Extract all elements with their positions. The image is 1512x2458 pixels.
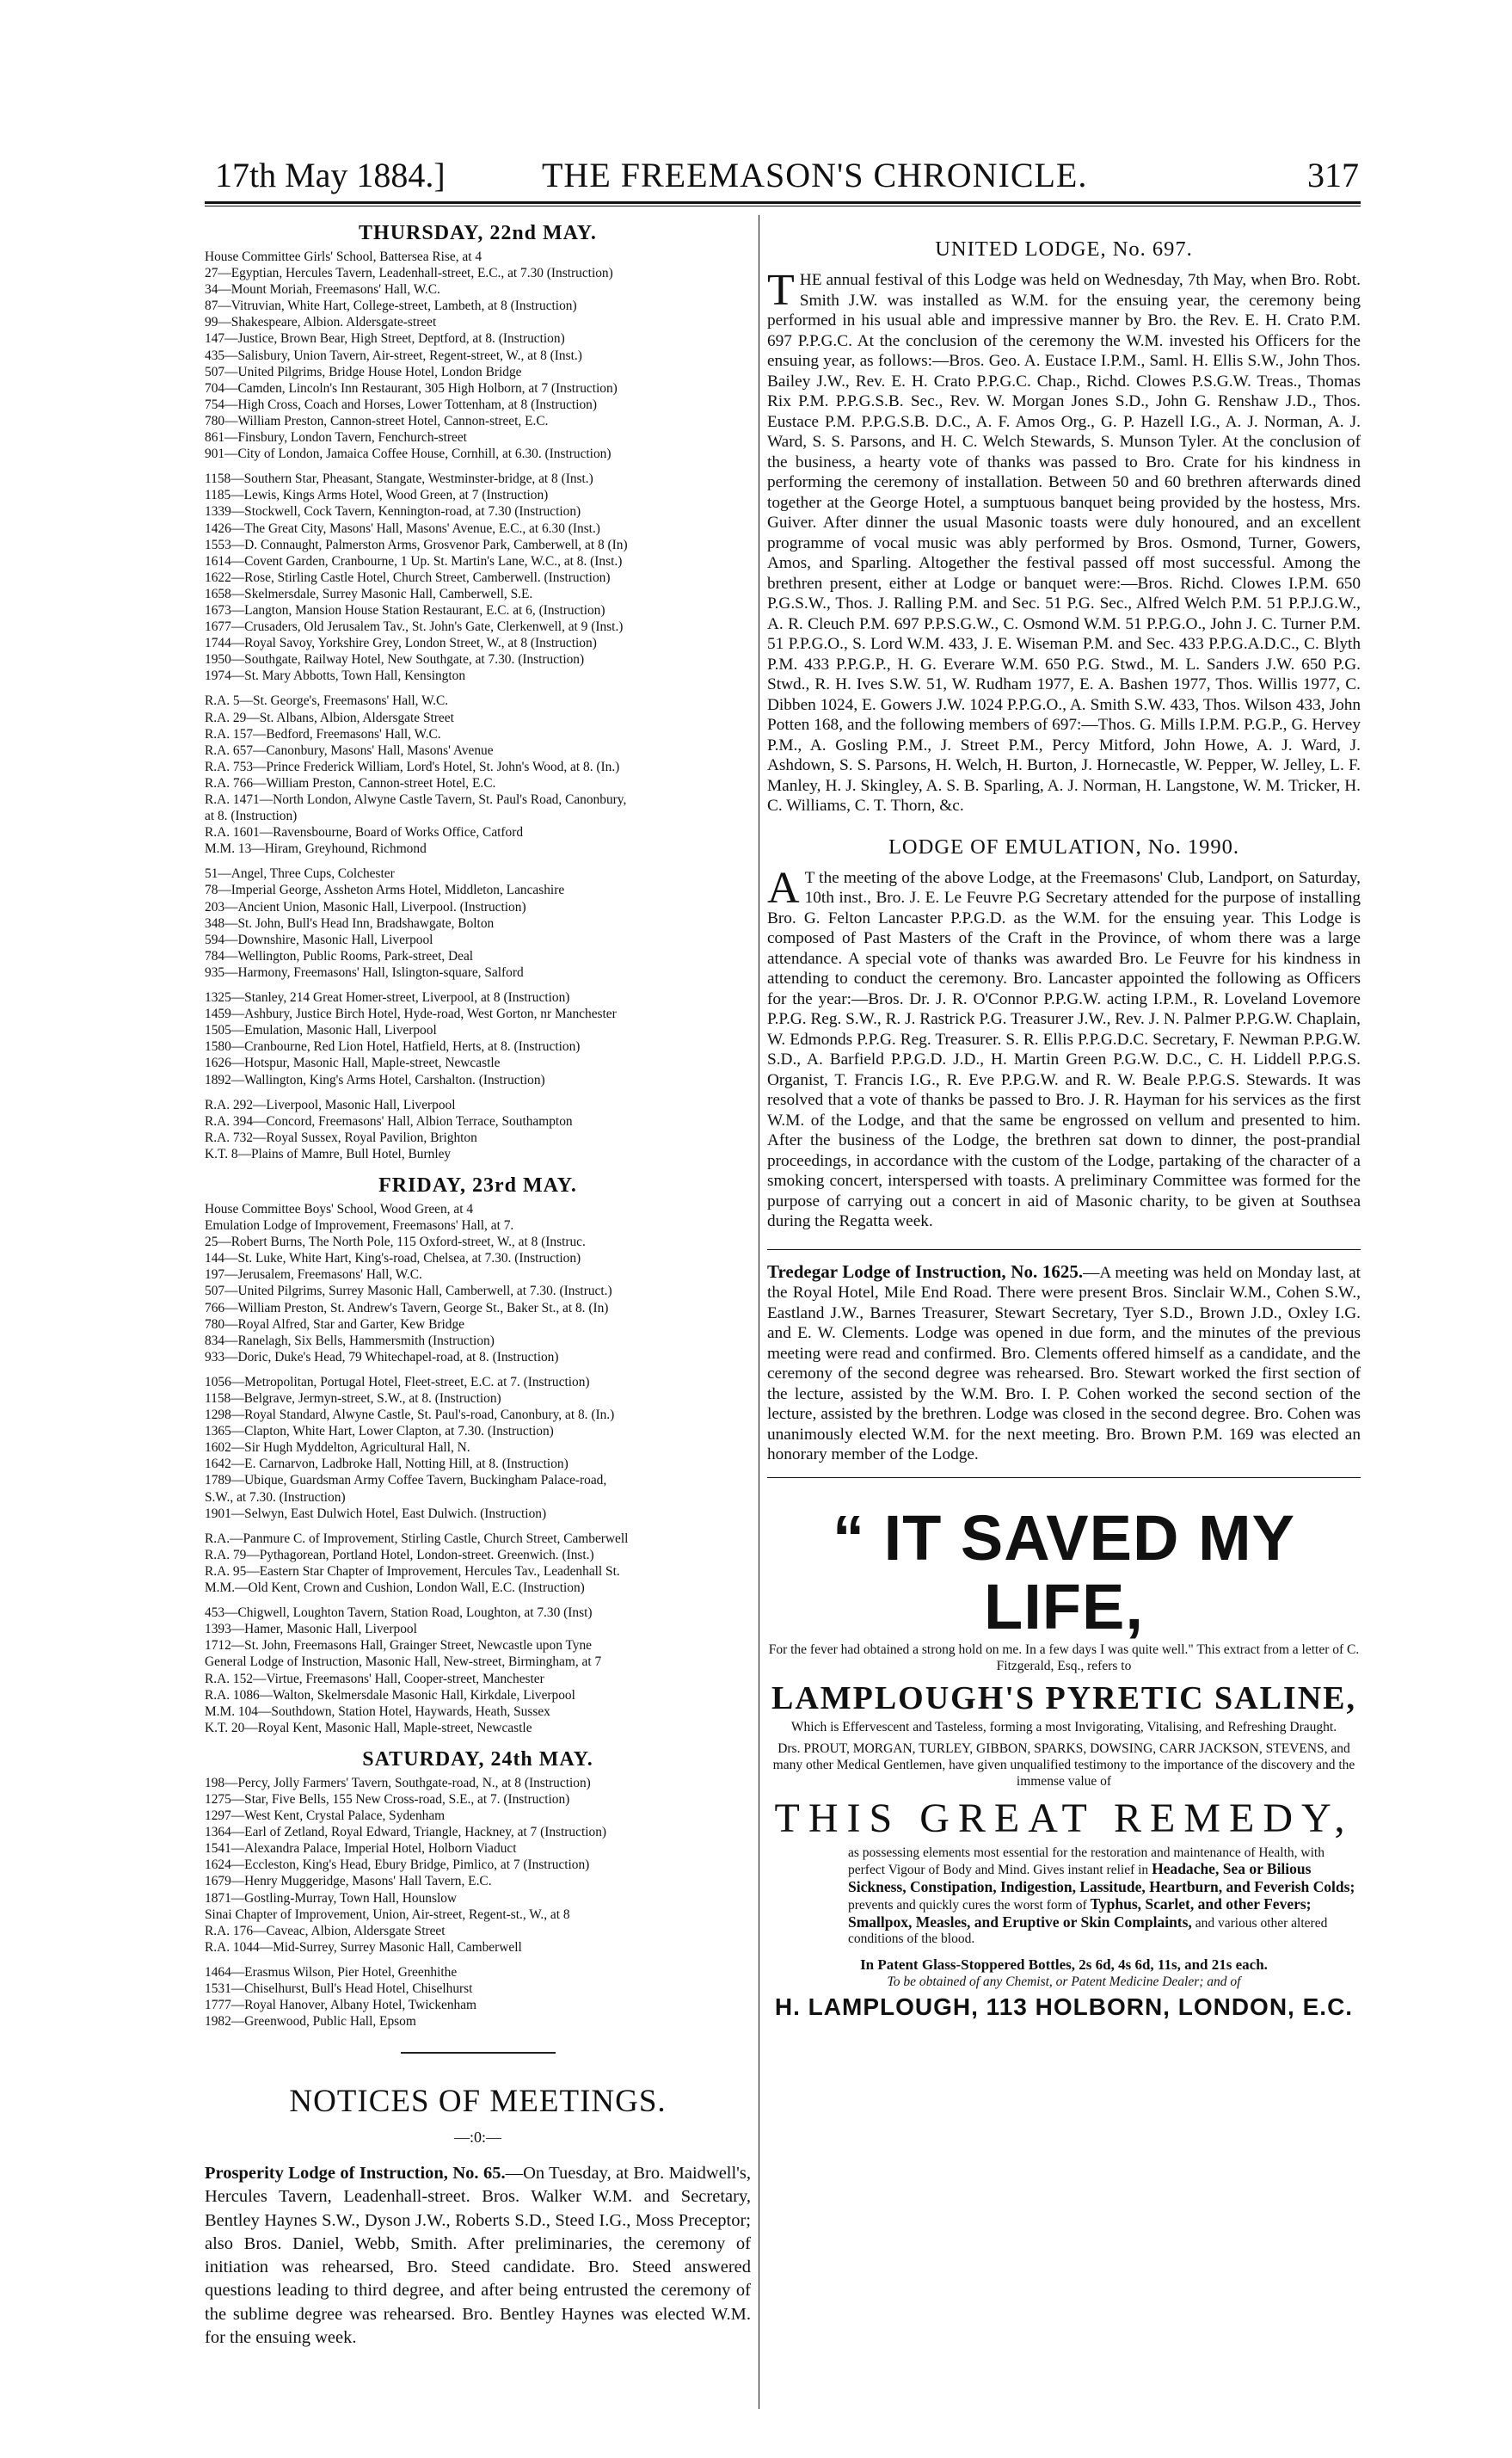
running-header <box>215 145 1359 205</box>
ad-endorsement: Drs. PROUT, MORGAN, TURLEY, GIBBON, SPARKS, DOWSING, CARR JACKSON, STEVENS, and many other Medical Gentlemen, have given unqualified testimony to the importance of the discovery and the immense value of <box>772 1740 1355 1789</box>
meeting-entry: R.A. 5—St. George's, Freemasons' Hall, W.C. <box>205 693 449 709</box>
section-divider <box>767 1249 1361 1250</box>
meeting-entry: 25—Robert Burns, The North Pole, 115 Oxford-street, W., at 8 (Instruc. <box>205 1235 586 1250</box>
meeting-entry: 754—High Cross, Coach and Horses, Lower Tottenham, at 8 (Instruction) <box>205 397 597 412</box>
meeting-entry: 435—Salisbury, Union Tavern, Air-street, Regent-street, W., at 8 (Inst.) <box>205 348 582 363</box>
meeting-entry: 51—Angel, Three Cups, Colchester <box>205 866 395 882</box>
meeting-entry: 147—Justice, Brown Bear, High Street, Deptford, at 8. (Instruction) <box>205 331 565 347</box>
meeting-entry: R.A. 1086—Walton, Skelmersdale Masonic Hall, Kirkdale, Liverpool <box>205 1687 575 1703</box>
meeting-entry: 507—United Pilgrims, Bridge House Hotel, London Bridge <box>205 364 522 379</box>
meeting-entry: 1297—West Kent, Crystal Palace, Sydenham <box>205 1808 446 1824</box>
meeting-entry: 1158—Southern Star, Pheasant, Stangate, Westminster-bridge, at 8 (Inst.) <box>205 471 593 487</box>
meeting-entry: 1892—Wallington, King's Arms Hotel, Carshalton. (Instruction) <box>205 1072 545 1087</box>
emulation-lodge-article <box>767 835 1361 1232</box>
saturday-meeting-list <box>205 1775 751 2030</box>
meeting-entry: M.M.—Old Kent, Crown and Cushion, London Wall, E.C. (Instruction) <box>205 1580 585 1596</box>
meeting-entry: 1624—Eccleston, King's Head, Ebury Bridge, Pimlico, at 7 (Instruction) <box>205 1857 590 1873</box>
meeting-entry: 933—Doric, Duke's Head, 79 Whitechapel-road, at 8. (Instruction) <box>205 1349 559 1365</box>
thursday-section <box>205 222 751 1162</box>
meeting-entry: 935—Harmony, Freemasons' Hall, Islington-square, Salford <box>205 964 524 980</box>
meeting-entry: 27—Egyptian, Hercules Tavern, Leadenhall-street, E.C., at 7.30 (Instruction) <box>205 266 613 281</box>
left-column <box>205 215 751 2350</box>
meeting-entry: R.A. 753—Prince Frederick William, Lord's Hotel, St. John's Wood, at 8. (In.) <box>205 759 620 774</box>
prosperity-lodge-body: —On Tuesday, at Bro. Maidwell's, Hercules Tavern, Leadenhall-street. Bros. Walker W.M. and Secretary, Bentley Haynes S.W., Dyson J.W., Roberts S.D., Steed I.G., Moss Preceptor; also Bros. Daniel, Webb, Smith. After preliminaries, the ceremony of initiation was rehearsed, Bro. Steed candidate. Bro. Steed answered questions leading to third degree, and after being entrusted the ceremony of the sublime degree was rehearsed. Bro. Bentley Haynes was elected W.M. for the ensuing week. <box>205 2164 751 2347</box>
meeting-entry: Sinai Chapter of Improvement, Union, Air-street, Regent-st., W., at 8 <box>205 1907 570 1922</box>
meeting-entry: 1158—Belgrave, Jermyn-street, S.W., at 8. (Instruction) <box>205 1391 501 1406</box>
list-spacer <box>205 1596 751 1605</box>
meeting-entry: 144—St. Luke, White Hart, King's-road, Chelsea, at 7.30. (Instruction) <box>205 1251 581 1266</box>
meeting-entry: 1679—Henry Muggeridge, Masons' Hall Tavern, E.C. <box>205 1874 492 1889</box>
drop-cap: A <box>767 863 800 913</box>
meeting-entry: 1777—Royal Hanover, Albany Hotel, Twickenham <box>205 1998 477 2013</box>
ad-address: H. LAMPLOUGH, 113 HOLBORN, LONDON, E.C. <box>774 1993 1354 2020</box>
meeting-entry: 1185—Lewis, Kings Arms Hotel, Wood Green, at 7 (Instruction) <box>205 488 549 503</box>
meeting-entry: R.A. 657—Canonbury, Masons' Hall, Masons' Avenue <box>205 742 494 758</box>
meeting-entry: R.A. 1601—Ravensbourne, Board of Works Office, Catford <box>205 825 524 841</box>
meeting-entry: R.A. 29—St. Albans, Albion, Aldersgate Street <box>205 710 454 725</box>
list-spacer <box>205 1522 751 1531</box>
header-title: THE FREEMASON'S CHRONICLE. <box>542 156 1088 194</box>
meeting-entry: R.A. 157—Bedford, Freemasons' Hall, W.C. <box>205 726 441 742</box>
meeting-entry: R.A.—Panmure C. of Improvement, Stirling Castle, Church Street, Camberwell <box>205 1531 629 1546</box>
meeting-entry: R.A. 152—Virtue, Freemasons' Hall, Cooper-street, Manchester <box>205 1671 544 1686</box>
meeting-entry: 1901—Selwyn, East Dulwich Hotel, East Dulwich. (Instruction) <box>205 1506 547 1521</box>
friday-meeting-list <box>205 1201 751 1736</box>
meeting-entry: 203—Ancient Union, Masonic Hall, Liverpool. (Instruction) <box>205 899 526 915</box>
prosperity-lodge-notice <box>205 2162 751 2350</box>
ad-benefits-fevers: Typhus, Scarlet, and other Fevers; Smallpox, Measles, and Eruptive or Skin Complaints, <box>848 1895 1312 1931</box>
meeting-entry: 704—Camden, Lincoln's Inn Restaurant, 305 High Holborn, at 7 (Instruction) <box>205 380 618 396</box>
emulation-lodge-text: T the meeting of the above Lodge, at the Freemasons' Club, Landport, on Saturday, 10th inst., Bro. J. E. Le Feuvre P.G Secretary attended for the purpose of installing Bro. G. Felton Lancaster P.P.G.D. as the W.M. for the ensuing year. This Lodge is composed of Past Masters of the Craft in the Province, of whom there was a large attendance. A special vote of thanks was awarded Bro. Le Feuvre for his kindness in attending to conduct the ceremony. Bro. Lancaster appointed the following as Officers for the year:—Bros. Dr. J. R. O'Connor P.P.G.W. acting I.P.M., R. Loveland Lovemore P.P.G. Reg. S.W., R. J. Rastrick P.G. Treasurer J.W., Rev. J. N. Palmer P.P.G.W. Chaplain, W. Edmonds P.P.G. Reg. Treasurer. S. R. Ellis P.P.G.D.C. Secretary, F. Newman P.P.G.W. S.D., A. Barfield P.P.G.D. J.D., H. Martin Green P.G.W. D.C., C. H. Liddell P.P.G.S. Organist, T. Francis I.G., R. Eve P.P.G.W. and R. W. Beale P.P.G.S. Stewards. It was resolved that a vote of thanks be passed to Bro. J. R. Hayman for his services as the first W.M. of the Lodge, and that the same be engrossed on vellum and presented to him. After the business of the Lodge, the brethren sat down to dinner, the post-prandial proceedings, in accordance with the custom of the Lodge, partaking of the character of a smoking concert, interspersed with toasts. A preliminary Committee was formed for the purpose of carrying out a concert in aid of Masonic charity, to be given at Southsea during the Regatta week. <box>767 868 1361 1230</box>
meeting-entry: 1464—Erasmus Wilson, Pier Hotel, Greenhithe <box>205 1964 458 1980</box>
ad-price: In Patent Glass-Stoppered Bottles, 2s 6d, 4s 6d, 11s, and 21s each. <box>860 1956 1268 1973</box>
list-spacer <box>205 1956 751 1964</box>
united-lodge-text: HE annual festival of this Lodge was held on Wednesday, 7th May, when Bro. Robt. Smith J.W. was installed as W.M. for the ensuing year, the ceremony being performed in his usual able and impressive manner by Bro. the Rev. E. H. Crato P.M. 697 P.P.G.C. At the conclusion of the ceremony the W.M. invested his Officers for the ensuing year, as follows:—Bros. Geo. A. Eustace I.P.M., Saml. H. Ellis S.W., John Thos. Bailey J.W., Rev. E. H. Crato P.P.G.C. Chap., Richd. Clowes P.S.G.W. Treas., Thomas Rix P.M. P.P.G.S.B. Sec., Rev. W. Morgan Jones S.D., John G. Renshaw J.D., Thos. Eustace P.M. P.P.G.S.B. D.C., A. F. Amos Org., G. P. Hazell I.G., A. J. Norman, A. J. Ward, S. S. Parsons, and H. C. Welch Stewards, S. Munson Tyler. At the conclusion of the business, a hearty vote of thanks was passed to Bro. Crate for his kindness in performing the ceremony of installation. Between 50 and 60 brethren afterwards dined together at the George Hotel, a sumptuous banquet being provided by the hostess, Mrs. Guiver. After dinner the usual Masonic toasts were duly honoured, and an excellent programme of vocal music was ably performed by Bros. Osmond, Turner, Gowers, Amos, and Sparling. Altogether the festival passed off most successful. Among the brethren present, either at Lodge or banquet were:—Bros. Richd. Clowes I.P.M. 650 P.G.S.W., Thos. J. Ralling P.M. and Sec. 51 P.G. Sec., Alfred Welch P.M. 51 P.P.J.G.W., A. R. Cleuch P.M. 697 P.P.S.G.W., C. Osmond W.M. 51 P.P.G.O., John J. C. Turner P.M. 51 P.P.G.O., S. Lord W.M. 433, J. E. Wiseman P.M. and Sec. 433 P.P.G.A.D.C., C. Blyth P.M. 433 P.P.G.P., H. G. Everare W.M. 650 P.G. Stwd., M. L. Sanders J.W. 650 P.G. Stwd., R. H. Ives S.W. 51, W. Rudham 1977, E. A. Bashen 1977, Thos. Willis 1977, C. Dibben 1024, E. Gowers J.W. 1024 P.P.G.O., A. Smith S.W. 433, Thos. Wilson 433, John Potten 168, and the following members of 697:—Thos. G. Mills I.P.M. P.G.P., G. Hervey P.M., A. Gosling P.M., J. Street P.M., Percy Mitford, John Howe, A. J. Ward, J. Ashdown, S. S. Parsons, H. Welch, H. Burton, J. Hornecastle, W. Pepper, W. Jelley, L. F. Manley, H. J. Skingley, A. S. B. Sparling, A. J. Norman, H. Langstone, W. M. Tricker, H. C. Williams, C. T. Thorn, &c. <box>767 271 1361 815</box>
meeting-entry: General Lodge of Instruction, Masonic Hall, New-street, Birmingham, at 7 <box>205 1654 602 1670</box>
meeting-entry: 1275—Star, Five Bells, 155 New Cross-road, S.E., at 7. (Instruction) <box>205 1791 570 1807</box>
meeting-entry: 594—Downshire, Masonic Hall, Liverpool <box>205 932 433 947</box>
meeting-entry: 99—Shakespeare, Albion. Aldersgate-street <box>205 315 437 330</box>
tredegar-lodge-body: —A meeting was held on Monday last, at the Royal Hotel, Mile End Road. There were present Bros. Sinclair W.M., Cohen S.W., Eastland J.W., Barnes Treasurer, Stewart Secretary, Tyer S.D., Brown J.D., Oxley I.G. and E. W. Clements. Lodge was opened in due form, and the minutes of the previous meeting were read and confirmed. Bro. Clements offered himself as a candidate, and the ceremony of the second degree was rehearsed. Bro. Stewart worked the first section of the lecture, assisted by the W.M. Bro. I. P. Cohen worked the second section of the lecture, assisted by the brethren. Lodge was closed in the second degree. Bro. Cohen was unanimously elected W.M. for the next meeting. Bro. Brown P.M. 169 was elected an honorary member of the Lodge. <box>767 1263 1361 1463</box>
meeting-entry: 1393—Hamer, Masonic Hall, Liverpool <box>205 1622 417 1637</box>
emulation-lodge-body <box>767 863 1361 1232</box>
ad-brand-name: LAMPLOUGH'S PYRETIC SALINE, <box>771 1679 1357 1716</box>
meeting-entry: 1531—Chiselhurst, Bull's Head Hotel, Chiselhurst <box>205 1981 473 1996</box>
list-spacer <box>205 857 751 866</box>
meeting-entry: R.A. 394—Concord, Freemasons' Hall, Albion Terrace, Southampton <box>205 1113 573 1129</box>
meeting-entry: 780—Royal Alfred, Star and Garter, Kew Bridge <box>205 1316 464 1332</box>
friday-heading: FRIDAY, 23rd MAY. <box>378 1174 577 1197</box>
list-spacer <box>205 684 751 693</box>
drop-cap: T <box>767 266 795 315</box>
list-spacer <box>205 1088 751 1097</box>
meeting-entry: 1298—Royal Standard, Alwyne Castle, St. Paul's-road, Canonbury, at 8. (In.) <box>205 1408 615 1423</box>
saturday-heading: SATURDAY, 24th MAY. <box>362 1747 593 1771</box>
ad-headline: “ IT SAVED MY LIFE, <box>833 1501 1295 1642</box>
section-divider <box>767 1477 1361 1478</box>
meeting-entry: 507—United Pilgrims, Surrey Masonic Hall, Camberwell, at 7.30. (Instruct.) <box>205 1284 612 1299</box>
meeting-entry: 766—William Preston, St. Andrew's Tavern, George St., Baker St., at 8. (In) <box>205 1300 609 1315</box>
notices-heading: NOTICES OF MEETINGS. <box>289 2084 667 2120</box>
ad-testimonial: For the fever had obtained a strong hold on me. In a few days I was quite well." This extract from a letter of C. Fitzgerald, Esq., refers to <box>768 1642 1360 1673</box>
meeting-entry: K.T. 8—Plains of Mamre, Bull Hotel, Burnley <box>205 1146 452 1161</box>
meeting-entry: 901—City of London, Jamaica Coffee House, Cornhill, at 6.30. (Instruction) <box>205 447 612 462</box>
ad-benefits-ailments: Headache, Sea or Bilious Sickness, Constipation, Indigestion, Lassitude, Heartburn, and Feverish Colds; <box>848 1860 1355 1895</box>
meeting-entry: 1744—Royal Savoy, Yorkshire Grey, London Street, W., at 8 (Instruction) <box>205 636 597 651</box>
meeting-entry: 348—St. John, Bull's Head Inn, Bradshawgate, Bolton <box>205 915 495 931</box>
meeting-entry: 1325—Stanley, 214 Great Homer-street, Liverpool, at 8 (Instruction) <box>205 990 570 1006</box>
ad-benefits-text: as possessing elements most essential for the restoration and maintenance of Health, with perfect Vigour of Body and Mind. Gives instant relief in <box>848 1845 1325 1877</box>
meeting-entry: 1626—Hotspur, Masonic Hall, Maple-street, Newcastle <box>205 1056 501 1071</box>
meeting-entry: 1602—Sir Hugh Myddelton, Agricultural Hall, N. <box>205 1440 470 1456</box>
meeting-entry: 453—Chigwell, Loughton Tavern, Station Road, Loughton, at 7.30 (Inst) <box>205 1605 593 1621</box>
meeting-entry: 1056—Metropolitan, Portugal Hotel, Fleet-street, E.C. at 7. (Instruction) <box>205 1374 590 1389</box>
header-date: 17th May 1884.] <box>215 156 446 194</box>
united-lodge-article <box>767 237 1361 816</box>
meeting-entry: 834—Ranelagh, Six Bells, Hammersmith (Instruction) <box>205 1333 495 1348</box>
meeting-entry: 198—Percy, Jolly Farmers' Tavern, Southgate-road, N., at 8 (Instruction) <box>205 1775 591 1790</box>
meeting-entry: R.A. 766—William Preston, Cannon-street Hotel, E.C. <box>205 775 496 791</box>
meeting-entry: R.A. 79—Pythagorean, Portland Hotel, London-street. Greenwich. (Inst.) <box>205 1547 594 1562</box>
meeting-entry: 1580—Cranbourne, Red Lion Hotel, Hatfield, Herts, at 8. (Instruction) <box>205 1039 581 1055</box>
meeting-entry: 1677—Crusaders, Old Jerusalem Tav., St. John's Gate, Clerkenwell, at 9 (Inst.) <box>205 619 624 635</box>
emulation-lodge-heading: LODGE OF EMULATION, No. 1990. <box>888 835 1240 859</box>
section-divider <box>401 2052 556 2054</box>
tredegar-lodge-title: Tredegar Lodge of Instruction, No. 1625. <box>767 1260 1084 1282</box>
ad-description: Which is Effervescent and Tasteless, forming a most Invigorating, Vitalising, and Refreshing Draught. <box>790 1719 1337 1734</box>
ad-benefits-text: prevents and quickly cures the worst form of <box>848 1898 1091 1913</box>
meeting-entry: 1553—D. Connaught, Palmerston Arms, Grosvenor Park, Camberwell, at 8 (In) <box>205 537 628 552</box>
meeting-entry: 1459—Ashbury, Justice Birch Hotel, Hyde-road, West Gorton, nr Manchester <box>205 1007 617 1022</box>
united-lodge-heading: UNITED LODGE, No. 697. <box>935 237 1193 261</box>
ornament-divider: —:0:— <box>453 2128 501 2147</box>
meeting-entry: R.A. 732—Royal Sussex, Royal Pavilion, Brighton <box>205 1130 477 1145</box>
header-rule <box>205 201 1361 204</box>
meeting-entry: R.A. 292—Liverpool, Masonic Hall, Liverpool <box>205 1097 456 1112</box>
meeting-entry: 1622—Rose, Stirling Castle Hotel, Church Street, Camberwell. (Instruction) <box>205 570 611 585</box>
meeting-entry: 87—Vitruvian, White Hart, College-street, Lambeth, at 8 (Instruction) <box>205 299 577 314</box>
meeting-entry: 1339—Stockwell, Cock Tavern, Kennington-road, at 7.30 (Instruction) <box>205 504 581 520</box>
meeting-entry: R.A. 1471—North London, Alwyne Castle Tavern, St. Paul's Road, Canonbury, <box>205 792 627 807</box>
meeting-entry: 1365—Clapton, White Hart, Lower Clapton, at 7.30. (Instruction) <box>205 1424 554 1439</box>
meeting-entry: House Committee Girls' School, Battersea Rise, at 4 <box>205 249 482 264</box>
meeting-entry: 1950—Southgate, Railway Hotel, New Southgate, at 7.30. (Instruction) <box>205 652 585 668</box>
meeting-entry: 1974—St. Mary Abbotts, Town Hall, Kensington <box>205 668 466 684</box>
prosperity-lodge-title: Prosperity Lodge of Instruction, No. 65. <box>205 2164 506 2184</box>
united-lodge-body <box>767 266 1361 816</box>
meeting-entry: 1871—Gostling-Murray, Town Hall, Hounslow <box>205 1890 458 1906</box>
ad-availability: To be obtained of any Chemist, or Patent Medicine Dealer; and of <box>887 1974 1241 1989</box>
right-column <box>767 215 1361 2021</box>
meeting-entry: 784—Wellington, Public Rooms, Park-street, Deal <box>205 948 474 964</box>
meeting-entry: 1789—Ubique, Guardsman Army Coffee Tavern, Buckingham Palace-road, <box>205 1473 607 1488</box>
meeting-entry: 861—Finsbury, London Tavern, Fenchurch-street <box>205 430 467 446</box>
meeting-entry: 34—Mount Moriah, Freemasons' Hall, W.C. <box>205 282 440 298</box>
meeting-entry: M.M. 104—Southdown, Station Hotel, Haywards, Heath, Sussex <box>205 1703 550 1719</box>
saturday-section <box>205 1748 751 2030</box>
notices-section <box>205 2083 751 2350</box>
thursday-heading: THURSDAY, 22nd MAY. <box>359 222 597 244</box>
meeting-entry: 780—William Preston, Cannon-street Hotel, Cannon-street, E.C. <box>205 413 549 428</box>
meeting-entry: R.A. 95—Eastern Star Chapter of Improvement, Hercules Tav., Leadenhall St. <box>205 1563 620 1579</box>
header-page-number: 317 <box>1307 156 1359 194</box>
meeting-entry: 197—Jerusalem, Freemasons' Hall, W.C. <box>205 1267 422 1283</box>
meeting-entry: 1982—Greenwood, Public Hall, Epsom <box>205 2014 416 2030</box>
meeting-entry: 1426—The Great City, Masons' Hall, Masons' Avenue, E.C., at 6.30 (Inst.) <box>205 521 600 536</box>
meeting-entry: 1505—Emulation, Masonic Hall, Liverpool <box>205 1023 437 1038</box>
meeting-entry: R.A. 1044—Mid-Surrey, Surrey Masonic Hall, Camberwell <box>205 1939 522 1955</box>
meeting-entry: 1658—Skelmersdale, Surrey Masonic Hall, Camberwell, S.E. <box>205 586 533 601</box>
meeting-entry: 1614—Covent Garden, Cranbourne, 1 Up. St. Martin's Lane, W.C., at 8. (Inst.) <box>205 553 623 569</box>
meeting-entry: Emulation Lodge of Improvement, Freemasons' Hall, at 7. <box>205 1218 514 1234</box>
list-spacer <box>205 1365 751 1374</box>
meeting-entry: 78—Imperial George, Assheton Arms Hotel, Middleton, Lancashire <box>205 883 565 898</box>
ad-benefits-text: and various other altered conditions of the blood. <box>848 1915 1328 1946</box>
meeting-entry: House Committee Boys' School, Wood Green, at 4 <box>205 1201 474 1217</box>
ad-remedy-benefits <box>848 1845 1361 1948</box>
list-spacer <box>205 981 751 989</box>
meeting-entry: 1673—Langton, Mansion House Station Restaurant, E.C. at 6, (Instruction) <box>205 602 605 618</box>
meeting-entry: 1364—Earl of Zetland, Royal Edward, Triangle, Hackney, at 7 (Instruction) <box>205 1825 607 1840</box>
meeting-entry: 1541—Alexandra Palace, Imperial Hotel, Holborn Viaduct <box>205 1841 517 1857</box>
ad-remedy-heading: THIS GREAT REMEDY, <box>774 1795 1354 1841</box>
list-spacer <box>205 462 751 471</box>
meeting-entry: K.T. 20—Royal Kent, Masonic Hall, Maple-street, Newcastle <box>205 1720 532 1735</box>
tredegar-lodge-notice <box>767 1262 1361 1465</box>
meeting-entry: 1642—E. Carnarvon, Ladbroke Hall, Notting Hill, at 8. (Instruction) <box>205 1457 569 1472</box>
thursday-meeting-list <box>205 249 751 1162</box>
meeting-entry: S.W., at 7.30. (Instruction) <box>205 1489 346 1505</box>
friday-section <box>205 1174 751 1736</box>
meeting-entry: 1712—St. John, Freemasons Hall, Grainger Street, Newcastle upon Tyne <box>205 1638 593 1654</box>
lamplough-advertisement <box>767 1501 1361 2021</box>
meeting-entry: R.A. 176—Caveac, Albion, Aldersgate Street <box>205 1923 446 1938</box>
meeting-entry: M.M. 13—Hiram, Greyhound, Richmond <box>205 841 427 857</box>
meeting-entry: at 8. (Instruction) <box>205 809 298 824</box>
